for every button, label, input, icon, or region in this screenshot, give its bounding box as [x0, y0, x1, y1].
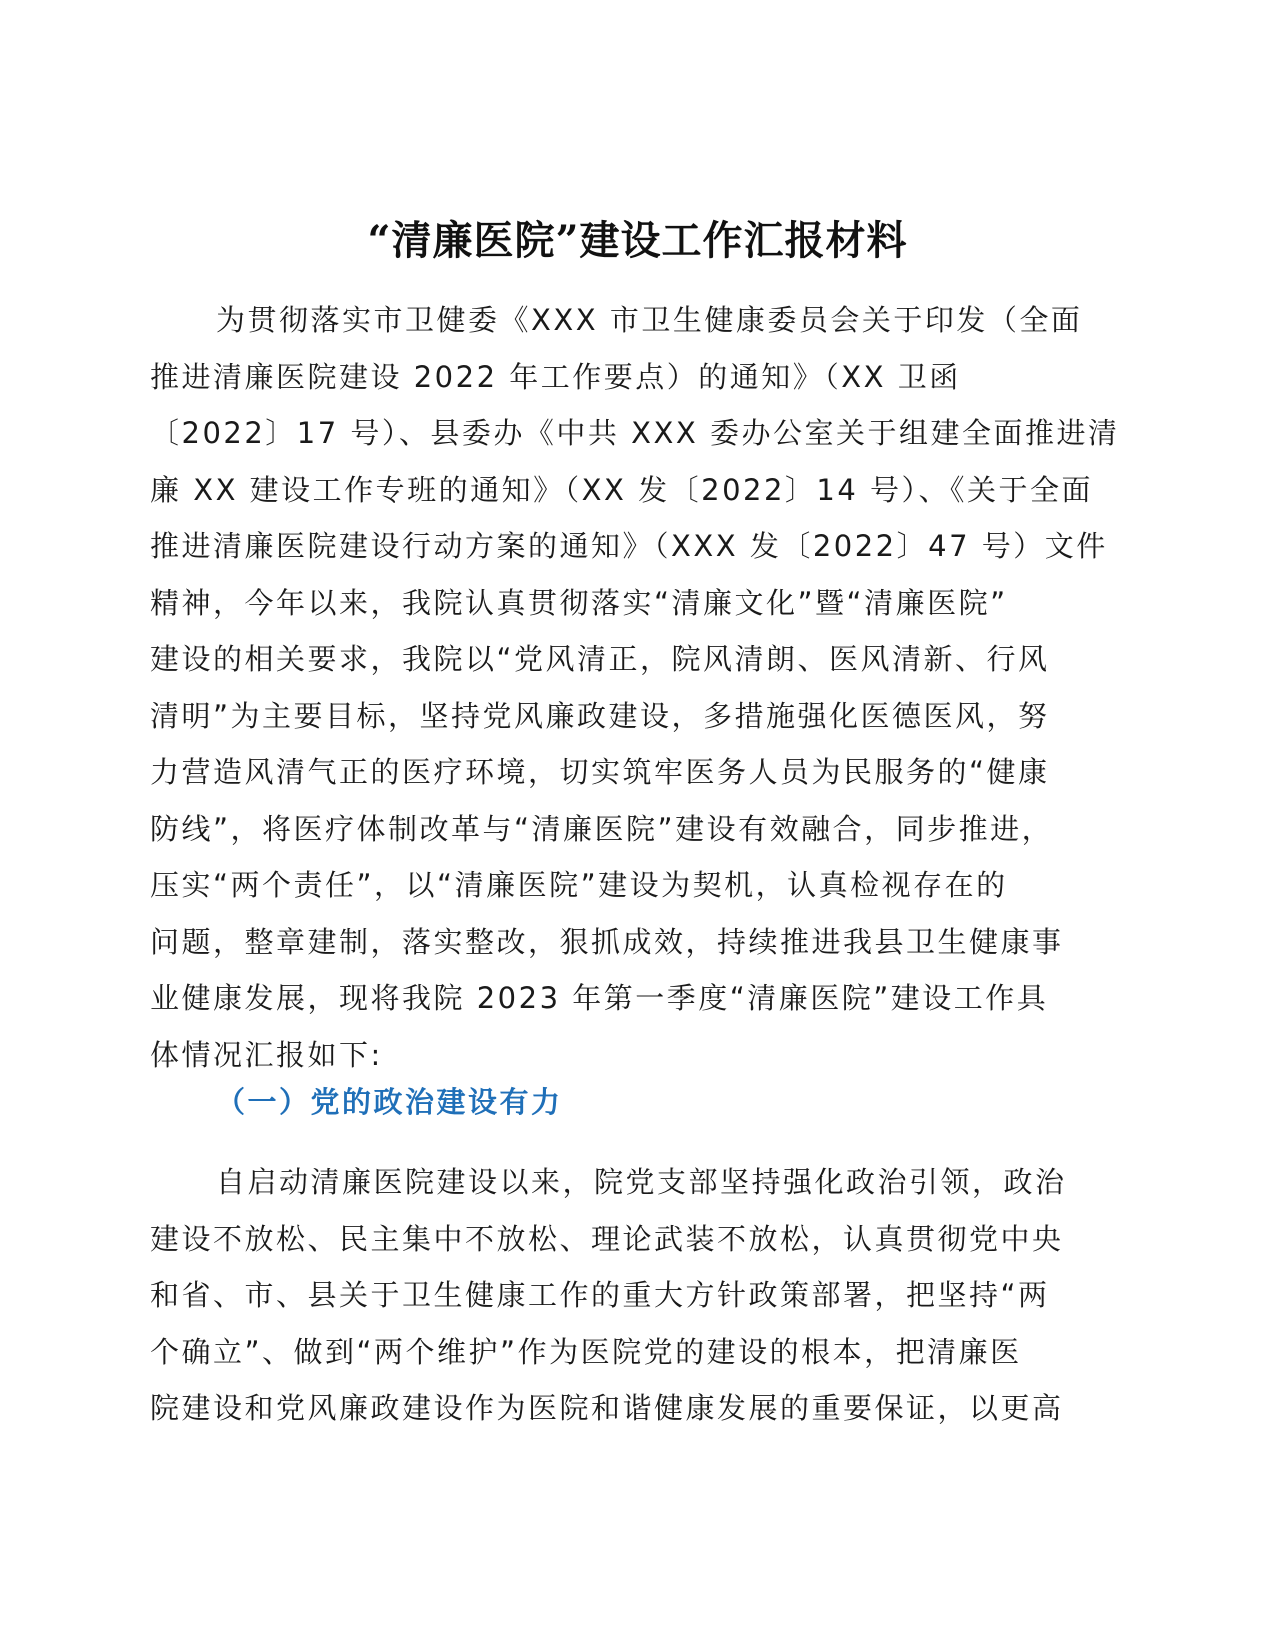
intro-paragraph: [150, 292, 1125, 1083]
text-line: 推进清廉医院建设行动方案的通知》（XXX 发〔2022〕47 号）文件: [150, 529, 1108, 563]
text-line: 防线”，将医疗体制改革与“清廉医院”建设有效融合，同步推进，: [150, 811, 1054, 846]
text-line: 院建设和党风廉政建设作为医院和谐健康发展的重要保证，以更高: [150, 1391, 1064, 1425]
text-line: 推进清廉医院建设 2022 年工作要点）的通知》（XX 卫函: [150, 359, 961, 394]
text-line: 建设的相关要求，我院以“党风清正，院风清朗、医风清新、行风: [150, 642, 1050, 676]
text-line: 建设不放松、民主集中不放松、理论武装不放松，认真贯彻党中央: [150, 1221, 1064, 1256]
text-line: 清明”为主要目标，坚持党风廉政建设，多措施强化医德医风，努: [150, 698, 1050, 733]
section-paragraph: [150, 1154, 1125, 1437]
section-heading: （一）党的政治建设有力: [216, 1085, 563, 1119]
text-line: 精神，今年以来，我院认真贯彻落实“清廉文化”暨“清廉医院”: [150, 585, 1008, 620]
text-line: 为贯彻落实市卫健委《XXX 市卫生健康委员会关于印发（全面: [216, 303, 1083, 337]
text-line: 压实“两个责任”，以“清廉医院”建设为契机，认真检视存在的: [150, 868, 1008, 902]
text-line: 体情况汇报如下:: [150, 1037, 383, 1072]
text-line: 业健康发展，现将我院 2023 年第一季度“清廉医院”建设工作具: [150, 981, 1049, 1015]
text-line: 自启动清廉医院建设以来，院党支部坚持强化政治引领，政治: [216, 1165, 1067, 1199]
text-line: 问题，整章建制，落实整改，狠抓成效，持续推进我县卫生健康事: [150, 924, 1064, 959]
text-line: 力营造风清气正的医疗环境，切实筑牢医务人员为民服务的“健康: [150, 755, 1050, 789]
text-line: 和省、市、县关于卫生健康工作的重大方针政策部署，把坚持“两: [150, 1278, 1050, 1312]
text-line: 〔2022〕17 号）、县委办《中共 XXX 委办公室关于组建全面推进清: [150, 416, 1120, 450]
text-line: 个确立”、做到“两个维护”作为医院党的建设的根本，把清廉医: [150, 1334, 1022, 1369]
text-line: 廉 XX 建设工作专班的通知》（XX 发〔2022〕14 号）、《关于全面: [150, 472, 1094, 507]
document-title: “清廉医院”建设工作汇报材料: [367, 216, 908, 264]
